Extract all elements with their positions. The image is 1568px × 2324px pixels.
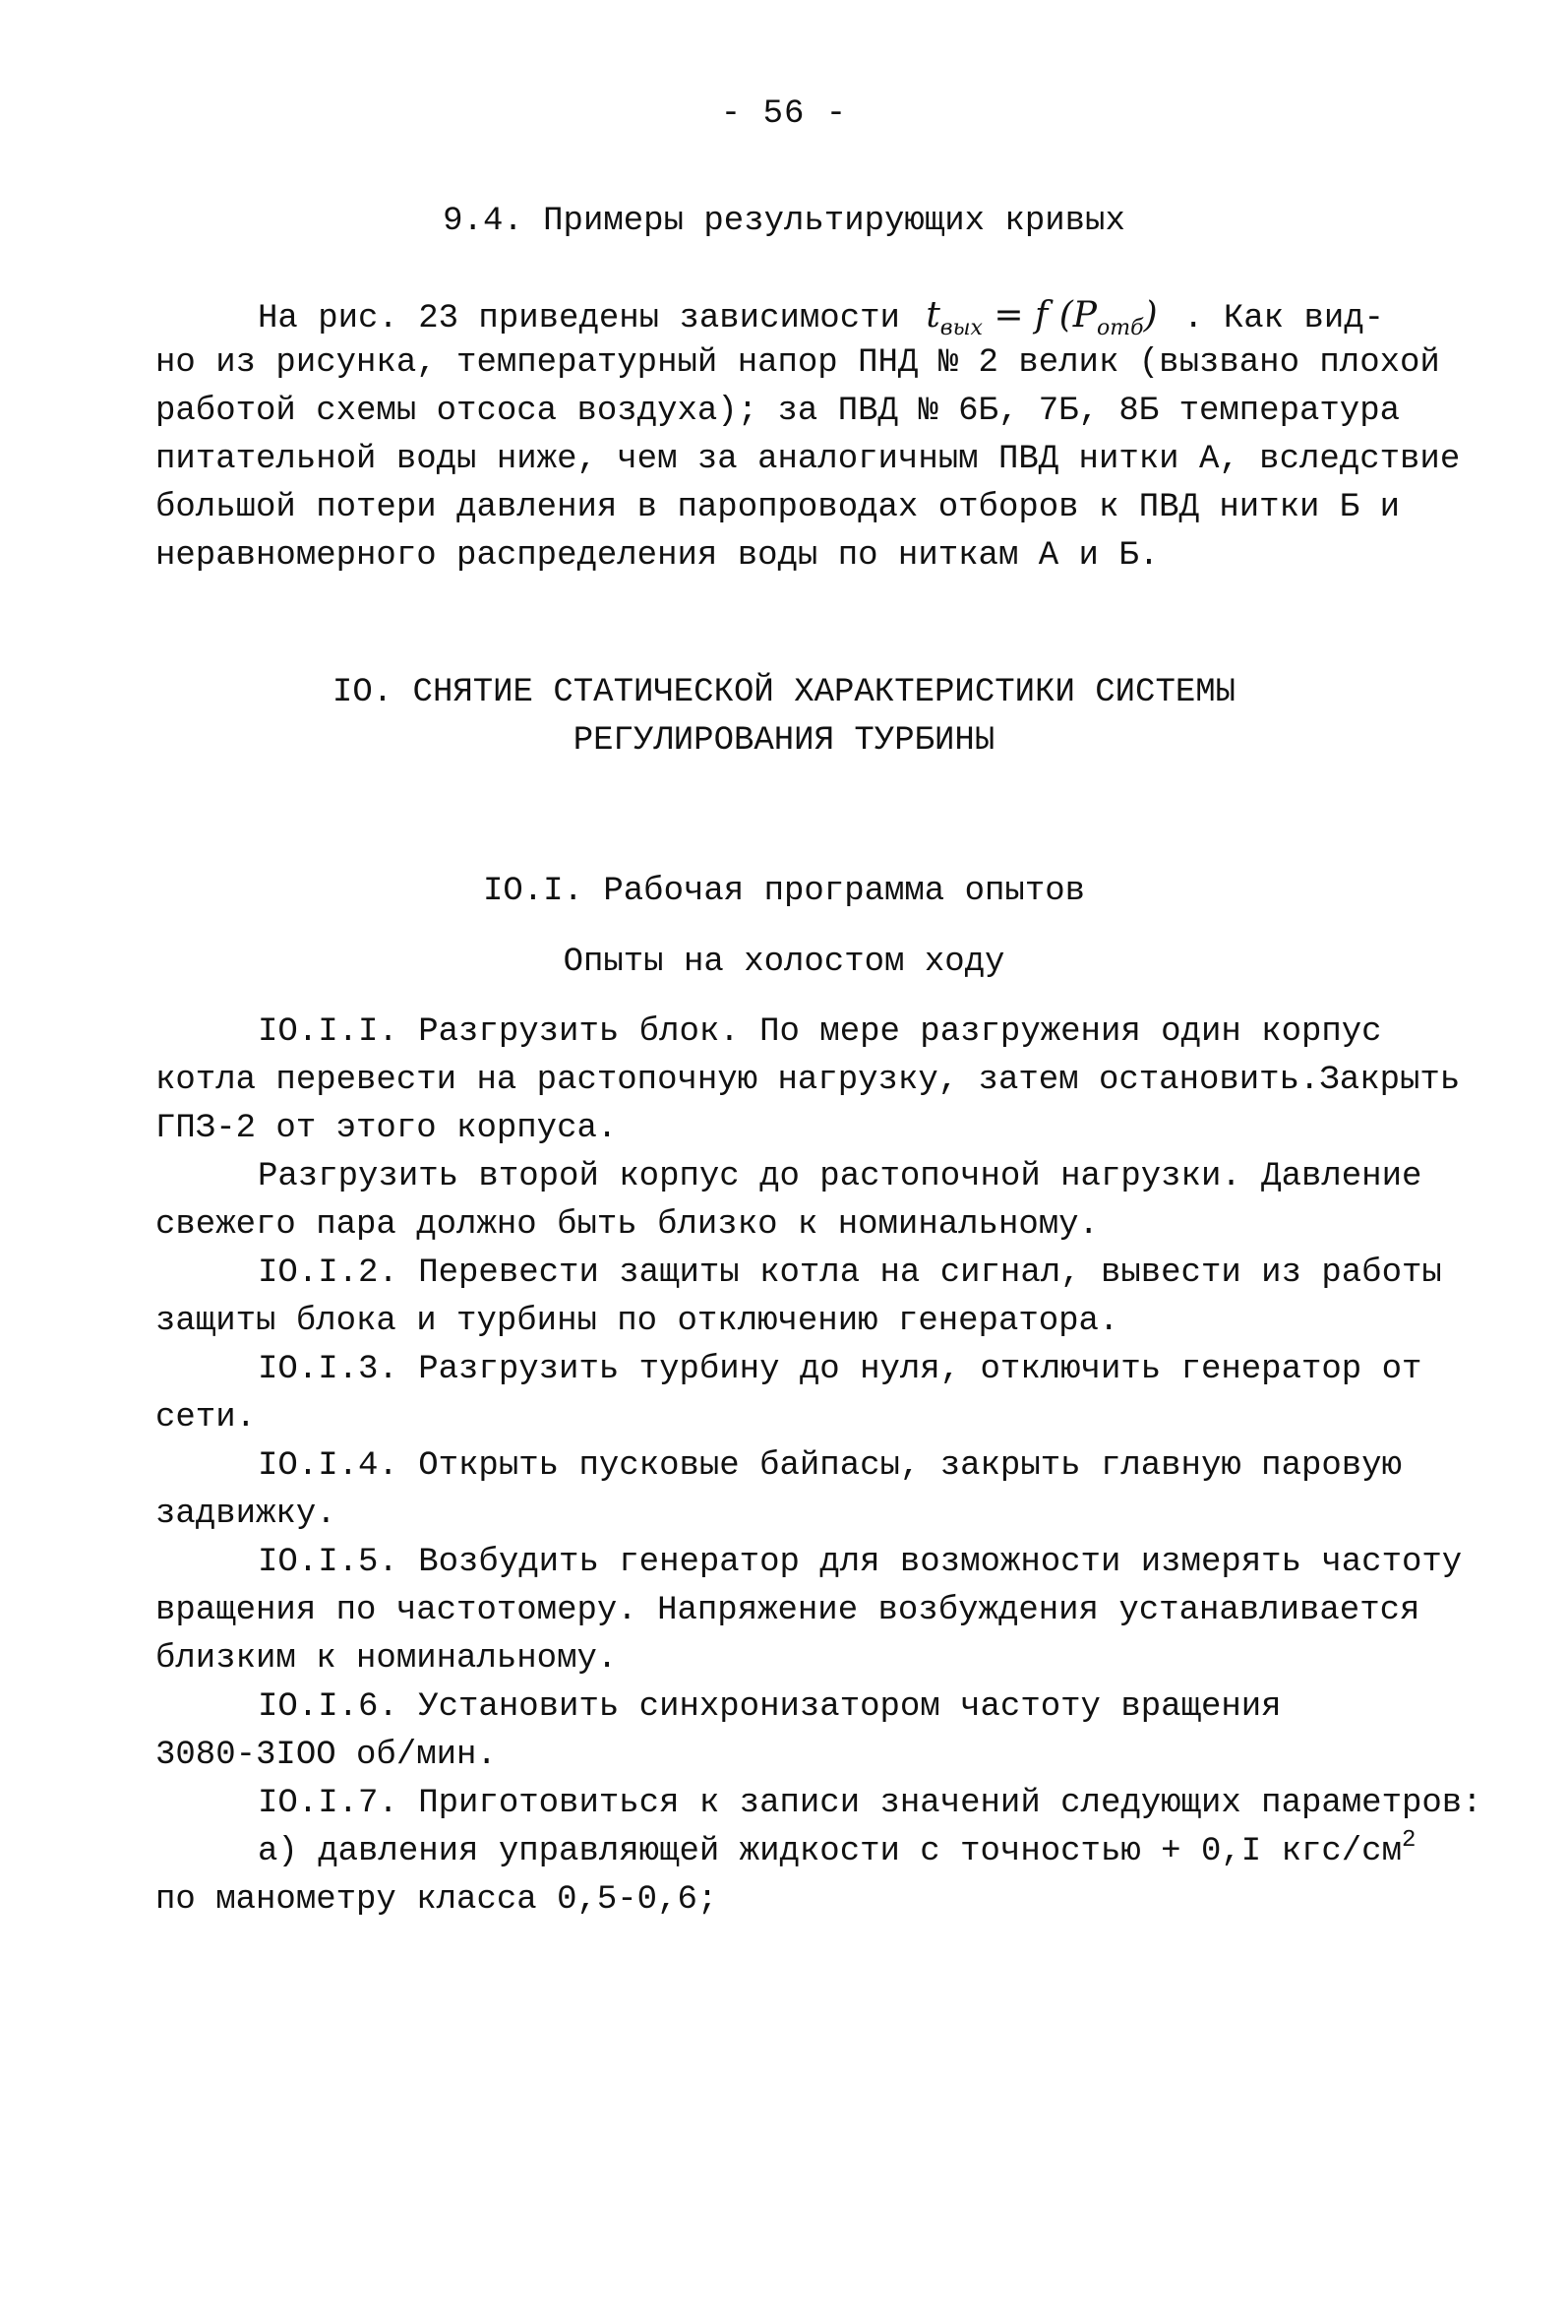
subsection-heading-10-1: IO.I. Рабочая программа опытов xyxy=(482,873,1086,910)
paragraph-line: Разгрузить второй корпус до растопочной нагрузки. Давление xyxy=(258,1158,1422,1195)
text-run: На рис. 23 приведены зависимости xyxy=(258,300,900,337)
item-10-1-7-a xyxy=(258,1828,1416,1876)
item-10-1-7: IO.I.7. Приготовиться к записи значений следующих параметров: xyxy=(258,1785,1482,1822)
item-10-1-6: IO.I.6. Установить синхронизатором частоту вращения xyxy=(258,1688,1282,1726)
paragraph-line: ГПЗ-2 от этого корпуса. xyxy=(155,1110,618,1147)
paragraph-line: свежего пара должно быть близко к номинальному. xyxy=(155,1206,1099,1244)
page-number: - 56 - xyxy=(720,95,848,133)
item-10-1-7-a-text: а) давления управляющей жидкости с точностью + 0,I кгс/см xyxy=(258,1833,1402,1870)
paragraph-line: близким к номинальному. xyxy=(155,1640,618,1678)
subsection-subheading: Опыты на холостом ходу xyxy=(563,944,1005,981)
paragraph-line: защиты блока и турбины по отключению генератора. xyxy=(155,1303,1119,1340)
formula-t: t xyxy=(926,295,940,336)
formula-p: P xyxy=(1072,295,1098,336)
formula-t-subscript: вых xyxy=(939,316,983,341)
paragraph-line: работой схемы отсоса воздуха); за ПВД № 6Б, 7Б, 8Б температура xyxy=(155,393,1401,430)
text-run: . Как вид- xyxy=(1183,300,1385,337)
formula-close: ) xyxy=(1143,295,1158,336)
item-10-1-1: IO.I.I. Разгрузить блок. По мере разгружения один корпус xyxy=(258,1013,1382,1051)
formula-p-subscript: отб xyxy=(1097,316,1144,341)
paragraph-line: вращения по частотомеру. Напряжение возбуждения устанавливается xyxy=(155,1592,1420,1629)
paragraph-line: большой потери давления в паропроводах отборов к ПВД нитки Б и xyxy=(155,489,1401,526)
item-10-1-3: IO.I.3. Разгрузить турбину до нуля, отключить генератор от xyxy=(258,1351,1422,1388)
item-10-1-2: IO.I.2. Перевести защиты котла на сигнал, вывести из работы xyxy=(258,1254,1442,1292)
unit-exponent: 2 xyxy=(1402,1827,1417,1854)
paragraph-line: питательной воды ниже, чем за аналогичным ПВД нитки А, вследствие xyxy=(155,441,1461,478)
paragraph-line: котла перевести на растопочную нагрузку, затем остановить.Закрыть xyxy=(155,1062,1461,1099)
paragraph-line: задвижку. xyxy=(155,1496,336,1533)
paragraph-line: 3080-3IOO об/мин. xyxy=(155,1737,497,1774)
formula-eq: = f ( xyxy=(982,295,1073,336)
section-heading-9-4: 9.4. Примеры результирующих кривых xyxy=(443,203,1125,240)
section-heading-10 xyxy=(155,669,1413,765)
paragraph-line: но из рисунка, температурный напор ПНД № 2 велик (вызвано плохой xyxy=(155,344,1440,382)
paragraph-line: сети. xyxy=(155,1399,257,1437)
item-10-1-5: IO.I.5. Возбудить генератор для возможности измерять частоту xyxy=(258,1544,1463,1581)
section-heading-10-line-1: IO. СНЯТИЕ СТАТИЧЕСКОЙ ХАРАКТЕРИСТИКИ СИСТЕМЫ xyxy=(332,674,1236,711)
item-10-1-4: IO.I.4. Открыть пусковые байпасы, закрыть главную паровую xyxy=(258,1447,1402,1485)
paragraph-line: неравномерного распределения воды по ниткам А и Б. xyxy=(155,537,1160,575)
paragraph-line: по манометру класса 0,5-0,6; xyxy=(155,1881,718,1919)
section-heading-10-line-2: РЕГУЛИРОВАНИЯ ТУРБИНЫ xyxy=(573,722,995,760)
